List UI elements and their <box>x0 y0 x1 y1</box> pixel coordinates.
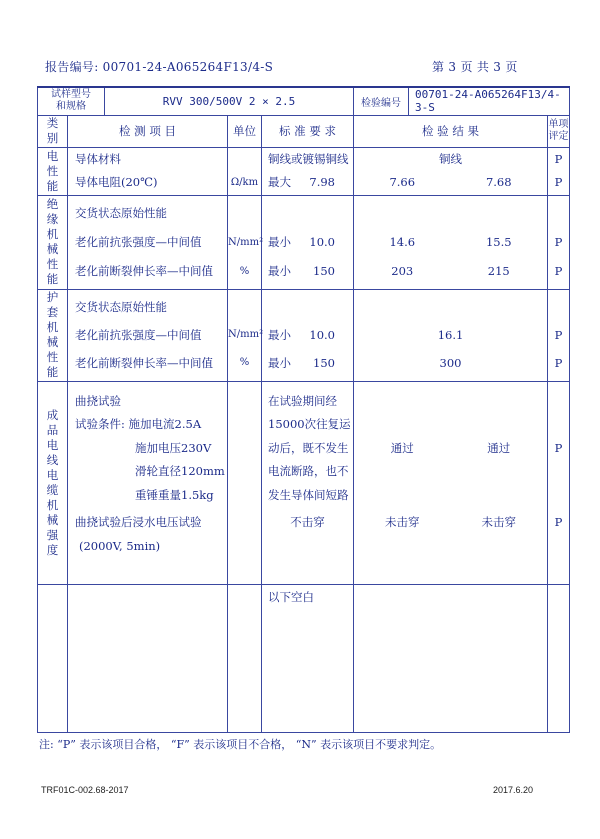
col-requirement: 标 准 要 求 <box>262 115 354 147</box>
insulation-results: 14.6 15.5 203 215 <box>354 195 548 289</box>
insulation-requirements: 最小 10.0 最小 150 <box>262 195 354 289</box>
sheath-section <box>38 289 570 381</box>
inspection-table <box>37 86 570 733</box>
insulation-units: N/mm² % <box>228 195 262 289</box>
sheath-category: 护 套 机 械 性 能 <box>38 289 68 381</box>
page-info: 第 3 页 共 3 页 <box>432 60 518 74</box>
flex-results: 通过 通过 未击穿 未击穿 <box>354 381 548 584</box>
form-date: 2017.6.20 <box>493 785 534 795</box>
flex-section <box>38 381 570 584</box>
flex-category: 成 品 电 线 电 缆 机 械 强 度 <box>38 381 68 584</box>
blank-note: 以下空白 <box>262 584 354 732</box>
insulation-section <box>38 195 570 289</box>
report-number: 报告编号: 00701-24-A065264F13/4-S <box>45 60 274 74</box>
insulation-verdicts: P P <box>548 195 570 289</box>
form-code: TRF01C-002.68-2017 <box>41 785 129 795</box>
insulation-category: 绝 缘 机 械 性 能 <box>38 195 68 289</box>
col-item: 检 测 项 目 <box>68 115 228 147</box>
inspect-value: 00701-24-A065264F13/4-3-S <box>415 88 561 115</box>
sheath-results: 16.1 300 <box>354 289 548 381</box>
footnote: 注: “P” 表示该项目合格， “F” 表示该项目不合格， “N” 表示该项目不要求判定。 <box>39 738 442 751</box>
inspect-number-cell <box>354 87 570 115</box>
sample-info-row <box>38 87 570 115</box>
model-value: RVV 300/500V 2 × 2.5 <box>105 87 354 115</box>
flex-items: 曲挠试验 试验条件: 施加电流2.5A 施加电压230V 滑轮直径120mm 重锤重量1.5kg 曲挠试验后浸水电压试验 (2000V, 5min) <box>68 381 228 584</box>
col-category: 类 别 <box>38 115 68 147</box>
col-result: 检 验 结 果 <box>354 115 548 147</box>
sheath-items: 交货状态原始性能 老化前抗张强度—中间值 老化前断裂伸长率—中间值 <box>68 289 228 381</box>
electrical-section <box>38 147 570 195</box>
sheath-requirements: 最小 10.0 最小 150 <box>262 289 354 381</box>
sheath-verdicts: P P <box>548 289 570 381</box>
electrical-units: Ω/km <box>228 147 262 195</box>
col-unit: 单位 <box>228 115 262 147</box>
electrical-verdicts: P P <box>548 147 570 195</box>
flex-requirements: 在试验期间经 15000次往复运 动后，既不发生 电流断路，也不 发生导体间短路 不击穿 <box>262 381 354 584</box>
model-label: 试样型号 和规格 <box>38 87 105 115</box>
column-header-row <box>38 115 570 147</box>
sheath-units: N/mm² % <box>228 289 262 381</box>
electrical-category: 电 性 能 <box>38 147 68 195</box>
flex-verdicts: P P <box>548 381 570 584</box>
electrical-items: 导体材料 导体电阻(20℃) <box>68 147 228 195</box>
col-verdict: 单项 评定 <box>548 115 570 147</box>
inspect-label: 检验编号 <box>354 88 409 115</box>
electrical-results: 铜线 7.66 7.68 <box>354 147 548 195</box>
insulation-items: 交货状态原始性能 老化前抗张强度—中间值 老化前断裂伸长率—中间值 <box>68 195 228 289</box>
blank-section <box>38 584 570 732</box>
flex-unit <box>228 381 262 584</box>
electrical-requirements: 铜线或镀锡铜线 最大 7.98 <box>262 147 354 195</box>
